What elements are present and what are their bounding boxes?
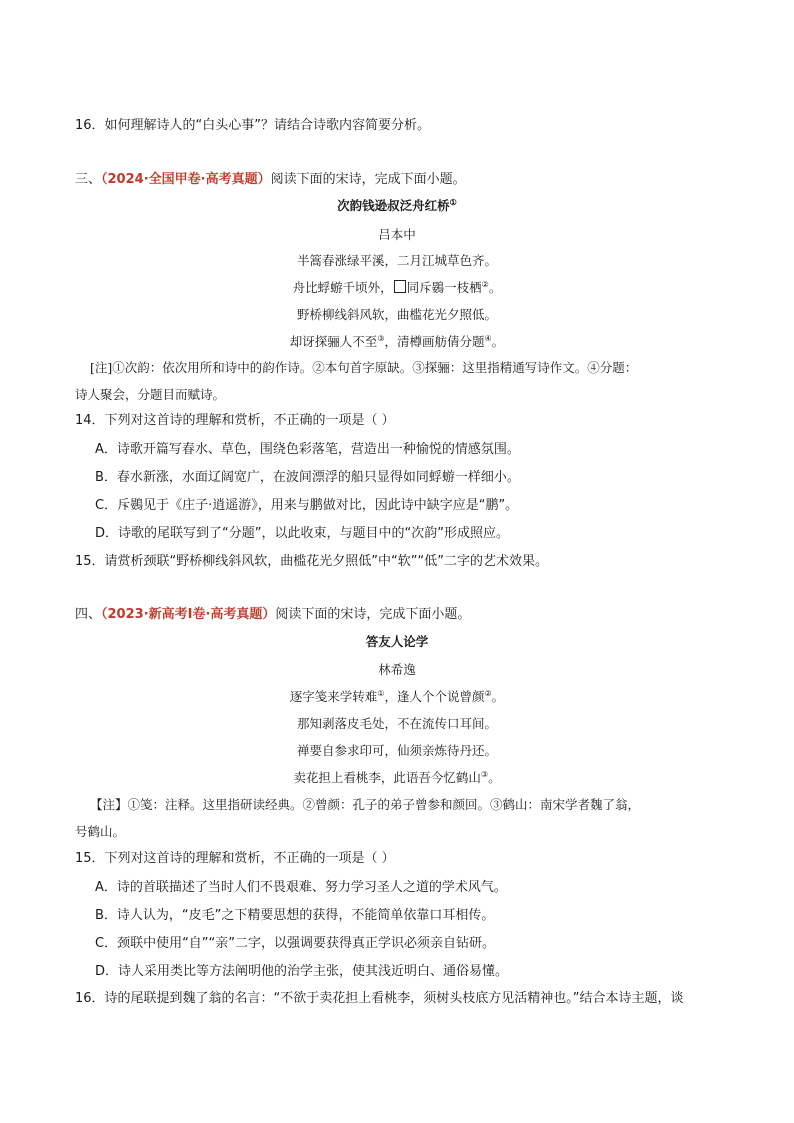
question-15-second-stem: 15．下列对这首诗的理解和赏析，不正确的一项是（ ）: [75, 851, 395, 866]
poem-1-title: 次韵钱逊叔泛舟红桥①: [337, 196, 457, 213]
question-16-second: 16．诗的尾联提到魏了翁的名言：“不欲于卖花担上看桃李，须树头枝底方见活精神也。”结合本诗主题，谈: [75, 991, 684, 1006]
poem-1-line-3: 野桥柳线斜风软，曲槛花光夕照低。: [296, 307, 497, 322]
question-15-option-d: D．诗人采用类比等方法阐明他的治学主张，使其浅近明白、通俗易懂。: [95, 964, 509, 979]
poem-2-title: 答友人论学: [365, 634, 429, 649]
poem-2-note-line-1: 【注】①笺：注释。这里指研读经典。②曾颜：孔子的弟子曾参和颜回。③鹤山：南宋学者魏了翁，: [90, 797, 641, 812]
section-3-number: 三、: [75, 172, 102, 187]
poem-1-line-2: 舟比蜉蝣千顷外， 同斥鷃一枝栖②。: [292, 279, 502, 295]
question-15-option-b: B．诗人认为，“皮毛”之下精要思想的获得，不能简单依靠口耳相传。: [95, 908, 495, 923]
poem-2-line-1: 逐字笺来学转难①，逢人个个说曾颜②。: [289, 688, 505, 704]
poem-1-author: 吕本中: [378, 227, 416, 242]
question-15-option-a: A．诗的首联描述了当时人们不畏艰难、努力学习圣人之道的学术风气。: [95, 880, 507, 895]
question-14-option-a: A．诗歌开篇写春水、草色，围绕色彩落笔，营造出一种愉悦的情感氛围。: [95, 442, 520, 457]
poem-2-author: 林希逸: [378, 662, 416, 677]
section-3-source: （2024·全国甲卷·高考真题）: [101, 172, 271, 187]
section-4-number: 四、: [75, 607, 102, 622]
section-4-instruction: 阅读下面的宋诗，完成下面小题。: [275, 607, 471, 622]
question-14-option-c: C．斥鷃见于《庄子·逍遥游》，用来与鹏做对比，因此诗中缺字应是“鹏”。: [95, 498, 519, 513]
poem-2-line-4: 卖花担上看桃李，此语吾今忆鹤山③。: [293, 769, 501, 785]
question-14-stem: 14．下列对这首诗的理解和赏析，不正确的一项是（ ）: [75, 413, 395, 428]
question-16-first: 16．如何理解诗人的“白头心事”？请结合诗歌内容简要分析。: [75, 118, 431, 133]
section-3-instruction: 阅读下面的宋诗，完成下面小题。: [270, 172, 466, 187]
section-3-heading: [75, 170, 735, 190]
section-4-source: （2023·新高考Ⅰ卷·高考真题）: [101, 607, 276, 622]
poem-2-line-2: 那知剥落皮毛处，不在流传口耳间。: [296, 716, 497, 731]
question-14-option-d: D．诗歌的尾联写到了“分题”，以此收束，与题目中的“次韵”形成照应。: [95, 526, 509, 541]
poem-2-line-3: 禅要自参求印可，仙须亲炼待丹还。: [296, 743, 497, 758]
question-14-option-b: B．春水新涨，水面辽阔宽广，在波间漂浮的船只显得如同蜉蝣一样细小。: [95, 470, 520, 485]
missing-character-box: [394, 280, 406, 293]
poem-1-note-line-2: 诗人聚会，分题目而赋诗。: [75, 387, 226, 402]
question-15-option-c: C．颈联中使用“自”“亲”二字，以强调要获得真正学识必须亲自钻研。: [95, 936, 496, 951]
poem-1-note-line-1: [注]①次韵：依次用所和诗中的韵作诗。②本句首字原缺。③探骊：这里指精通写诗作文。④分题：: [90, 360, 638, 375]
poem-1-line-4: 却讶探骊人不至③，清樽画舫倩分题④。: [289, 333, 505, 349]
question-15-first: 15．请赏析颈联“野桥柳线斜风软，曲槛花光夕照低”中“软”“低”二字的艺术效果。: [75, 554, 548, 569]
poem-2-note-line-2: 号鹤山。: [75, 824, 126, 839]
section-4-heading: [75, 605, 735, 625]
poem-1-line-1: 半篙春涨绿平溪，二月江城草色齐。: [296, 253, 497, 268]
